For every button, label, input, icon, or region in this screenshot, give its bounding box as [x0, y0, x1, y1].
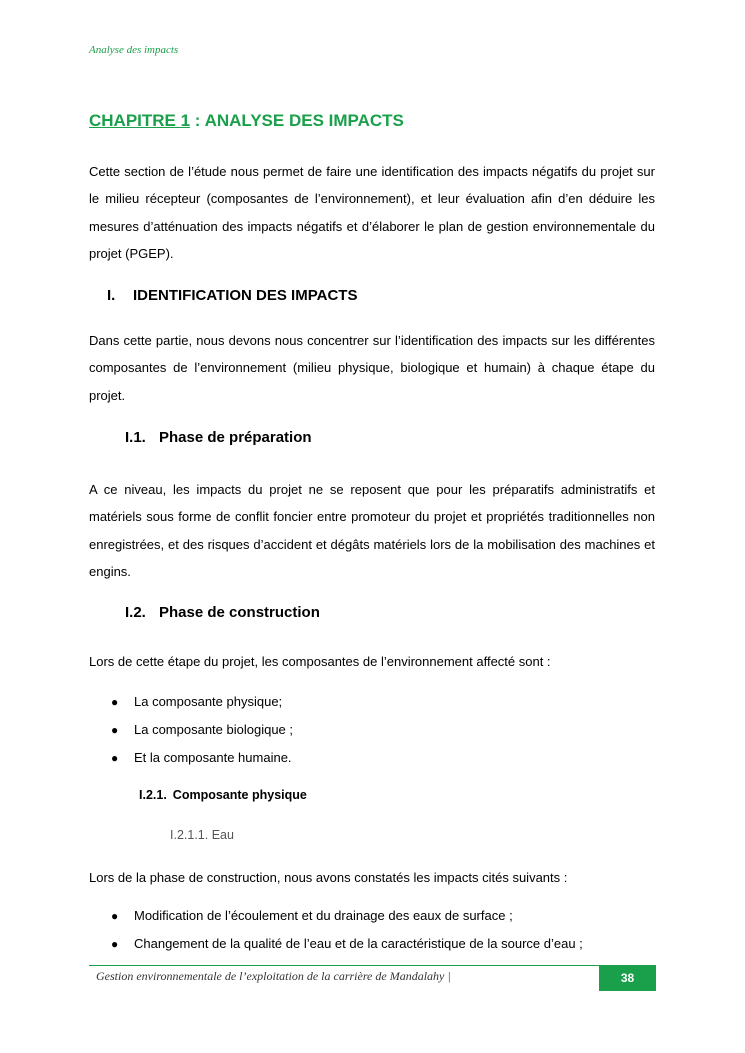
bullet-icon: ● — [111, 695, 119, 709]
list-item: ● Changement de la qualité de l’eau et de la caractéristique de la source d’eau ; — [107, 930, 583, 958]
heading-number: I.2.1.1. — [170, 828, 209, 842]
list-item: ● La composante physique; — [107, 688, 293, 716]
bullet-icon: ● — [111, 909, 119, 923]
section-number: I. — [107, 287, 116, 304]
bullet-icon: ● — [111, 723, 119, 737]
chapter-number: CHAPITRE 1 — [89, 111, 191, 130]
construction-paragraph: Lors de cette étape du projet, les composantes de l’environnement affecté sont : — [89, 654, 551, 669]
component-list — [107, 688, 293, 772]
running-header: Analyse des impacts — [89, 44, 179, 56]
identification-paragraph: Dans cette partie, nous devons nous concentrer sur l’identification des impacts sur les différentes composantes de l’environnement (milieu physique, biologique et humain) à chaque étape du projet. — [89, 333, 655, 403]
subsubsection-heading-physique — [139, 788, 307, 802]
subsection-title: Phase de construction — [159, 604, 320, 621]
chapter-title — [89, 111, 404, 131]
preparation-paragraph: A ce niveau, les impacts du projet ne se reposent que pour les préparatifs administratifs et matériels sous forme de conflit foncier entre promoteur du projet et propriétés traditionnelles non enregistrées, et des risques d’accident et dégâts matériels lors de la mobilisation des machines et engins. — [89, 482, 655, 579]
footer-divider — [89, 965, 656, 966]
list-item: ● Modification de l’écoulement et du drainage des eaux de surface ; — [107, 902, 583, 930]
list-item: ● Et la composante humaine. — [107, 744, 293, 772]
subsubsection-title: Composante physique — [172, 788, 307, 802]
subsection-title: Phase de préparation — [159, 429, 312, 446]
page-number: 38 — [599, 965, 656, 991]
chapter-separator: : — [190, 111, 205, 130]
chapter-title-text: ANALYSE DES IMPACTS — [204, 111, 404, 130]
section-heading-identification — [107, 287, 357, 304]
subsubsubsection-heading-eau — [170, 828, 234, 842]
eau-impacts-list — [107, 902, 583, 958]
eau-paragraph: Lors de la phase de construction, nous avons constatés les impacts cités suivants : — [89, 870, 568, 885]
heading-title: Eau — [211, 828, 234, 842]
subsection-heading-preparation — [125, 429, 312, 446]
subsection-heading-construction — [125, 604, 320, 621]
subsection-number: I.1. — [125, 429, 146, 446]
intro-paragraph: Cette section de l’étude nous permet de faire une identification des impacts négatifs du projet sur le milieu récepteur (composantes de l’environnement), et leur évaluation afin d’en déduire les mesures d’atténuation des impacts négatifs et d’élaborer le plan de gestion environnementale du projet (PGEP). — [89, 164, 655, 261]
subsection-number: I.2. — [125, 604, 146, 621]
list-item: ● La composante biologique ; — [107, 716, 293, 744]
footer-text: Gestion environnementale de l’exploitation de la carrière de Mandalahy | — [96, 969, 451, 983]
bullet-icon: ● — [111, 751, 119, 765]
bullet-icon: ● — [111, 937, 119, 951]
section-title: IDENTIFICATION DES IMPACTS — [133, 287, 358, 304]
subsubsection-number: I.2.1. — [139, 788, 167, 802]
